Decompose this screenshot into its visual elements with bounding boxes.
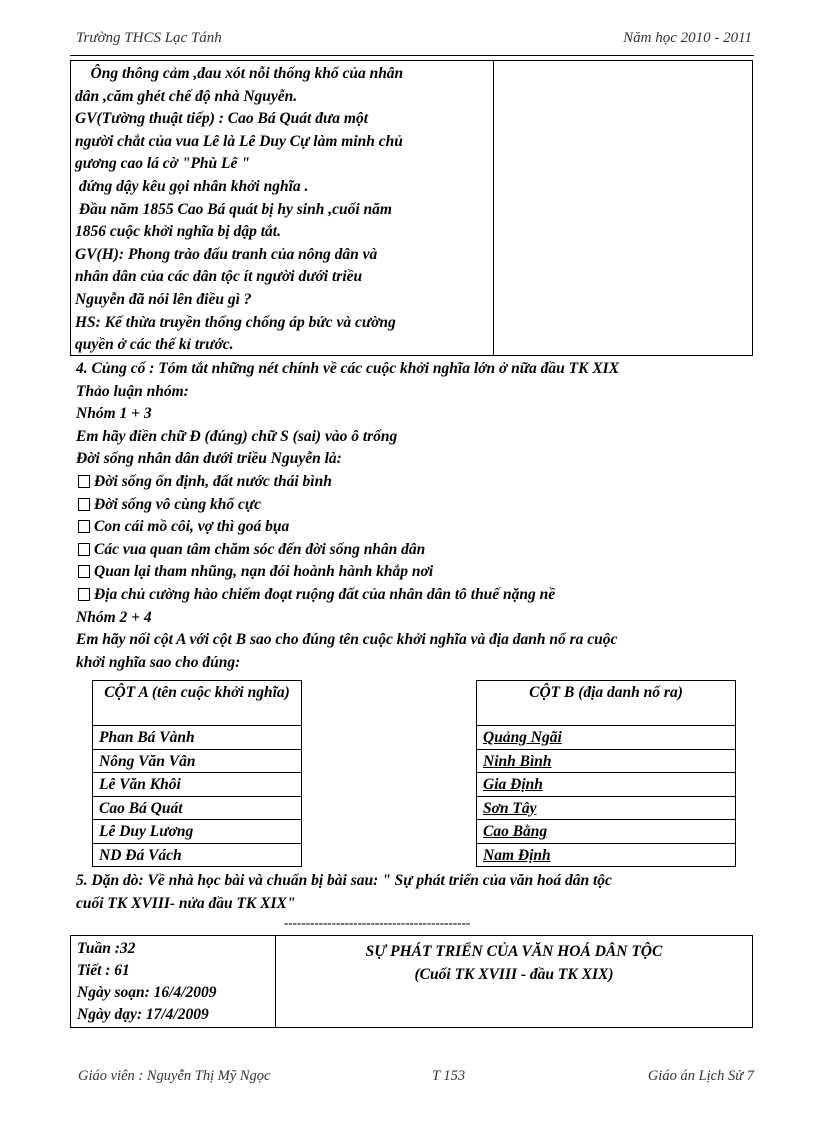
text-line: GV(H): Phong trào đấu tranh của nông dân và	[75, 245, 378, 263]
column-b-item: Quảng Ngãi	[477, 725, 735, 749]
column-a-item: ND Đá Vách	[93, 843, 301, 867]
text-line: quyền ở các thế kỉ trước.	[75, 336, 234, 354]
top-table-empty-cell	[494, 61, 752, 355]
instruction: Em hãy điền chữ Đ (đúng) chữ S (sai) vào ô trống	[76, 427, 398, 445]
column-a	[92, 680, 302, 867]
option-item: Quan lại tham nhũng, nạn đói hoành hành khắp nơi	[76, 561, 766, 584]
teach-date: Ngày dạy: 17/4/2009	[77, 1006, 209, 1023]
column-a-item: Nông Văn Vân	[93, 749, 301, 773]
group-label: Nhóm 1 + 3	[76, 405, 152, 423]
text-line: người chắt của vua Lê là Lê Duy Cự làm minh chủ	[75, 132, 403, 150]
column-a-item: Lê Duy Lương	[93, 819, 301, 843]
column-a-header: CỘT A (tên cuộc khởi nghĩa)	[104, 684, 290, 701]
column-b-header: CỘT B (địa danh nổ ra)	[529, 684, 683, 701]
group-label: Nhóm 2 + 4	[76, 608, 152, 626]
column-b-item: Gia Định	[477, 772, 735, 796]
text-line: 1856 cuộc khởi nghĩa bị dập tắt.	[75, 223, 281, 241]
lesson-header-table	[70, 935, 753, 1028]
option-item: Con cái mồ côi, vợ thì goá bụa	[76, 516, 766, 539]
text-line: GV(Tường thuật tiếp) : Cao Bá Quát đưa một	[75, 110, 369, 128]
text-line: nhân dân của các dân tộc ít người dưới triều	[75, 268, 363, 286]
question: Đời sống nhân dân dưới triều Nguyễn là:	[76, 450, 342, 468]
week: Tuần :32	[77, 940, 136, 957]
checkbox[interactable]	[78, 543, 90, 556]
lesson-subtitle: (Cuối TK XVIII - đầu TK XIX)	[414, 966, 614, 983]
option-item: Đời sống ổn định, đất nước thái bình	[76, 471, 766, 494]
text-line: đứng dậy kêu gọi nhân khởi nghĩa .	[75, 177, 309, 195]
option-item: Các vua quan tâm chăm sóc đến đời sống nhân dân	[76, 539, 766, 562]
header-year: Năm học 2010 - 2011	[623, 30, 752, 46]
header-school: Trường THCS Lạc Tánh	[76, 30, 222, 46]
text-line: Ông thông cảm ,đau xót nỗi thống khổ của nhân	[75, 65, 404, 82]
top-table-content	[71, 61, 494, 355]
checkbox[interactable]	[78, 475, 90, 488]
prep-date: Ngày soạn: 16/4/2009	[77, 984, 217, 1001]
instruction: Em hãy nối cột A với cột B sao cho đúng tên cuộc khởi nghĩa và địa danh nổ ra cuộc	[76, 631, 618, 649]
separator: -------------------------------------------	[284, 915, 471, 930]
header-rule	[70, 55, 754, 56]
checkbox[interactable]	[78, 565, 90, 578]
column-b-item: Ninh Bình	[477, 749, 735, 773]
instruction: khởi nghĩa sao cho đúng:	[76, 653, 241, 671]
column-b-item: Sơn Tây	[477, 796, 735, 820]
option-item: Địa chủ cường hào chiếm đoạt ruộng đất của nhân dân tô thuế nặng nề	[76, 584, 766, 607]
checkbox[interactable]	[78, 520, 90, 533]
lesson-title: SỰ PHÁT TRIỂN CỦA VĂN HOÁ DÂN TỘC	[365, 943, 663, 960]
text-line: gương cao lá cờ "Phù Lê "	[75, 155, 250, 173]
top-table	[70, 60, 753, 356]
checkbox[interactable]	[78, 498, 90, 511]
text-line: Đầu năm 1855 Cao Bá quát bị hy sinh ,cuối năm	[75, 200, 392, 218]
column-b-item: Cao Bằng	[477, 819, 735, 843]
text-line: dân ,căm ghét chế độ nhà Nguyễn.	[75, 87, 298, 105]
text-line: Nguyễn đã nói lên điều gì ?	[75, 290, 252, 308]
text-line: cuối TK XVIII- nửa đầu TK XIX"	[76, 894, 296, 912]
text-line: Thảo luận nhóm:	[76, 382, 189, 400]
lesson-title-cell	[276, 936, 752, 1027]
footer-page: T 153	[432, 1068, 466, 1084]
text-line: HS: Kế thừa truyền thống chống áp bức và cường	[75, 313, 396, 331]
text-line: 5. Dặn dò: Về nhà học bài và chuẩn bị bài sau: " Sự phát triển của văn hoá dân tộc	[76, 872, 612, 889]
matching-columns	[92, 680, 736, 866]
column-a-item: Lê Văn Khôi	[93, 772, 301, 796]
section-dan-do	[76, 870, 766, 915]
column-b-item: Nam Định	[477, 843, 735, 867]
checkbox[interactable]	[78, 588, 90, 601]
lesson-info	[71, 936, 276, 1027]
column-a-item: Cao Bá Quát	[93, 796, 301, 820]
body-block	[76, 358, 766, 674]
footer-subject: Giáo án Lịch Sử 7	[647, 1068, 754, 1084]
option-item: Đời sống vô cùng khổ cực	[76, 494, 766, 517]
footer-teacher: Giáo viên : Nguyễn Thị Mỹ Ngọc	[78, 1068, 271, 1084]
period: Tiết : 61	[77, 962, 130, 979]
column-b	[476, 680, 736, 867]
column-a-item: Phan Bá Vành	[93, 725, 301, 749]
section-cung-co: 4. Củng cố : Tóm tắt những nét chính về các cuộc khởi nghĩa lớn ở nữa đầu TK XIX	[76, 360, 620, 377]
